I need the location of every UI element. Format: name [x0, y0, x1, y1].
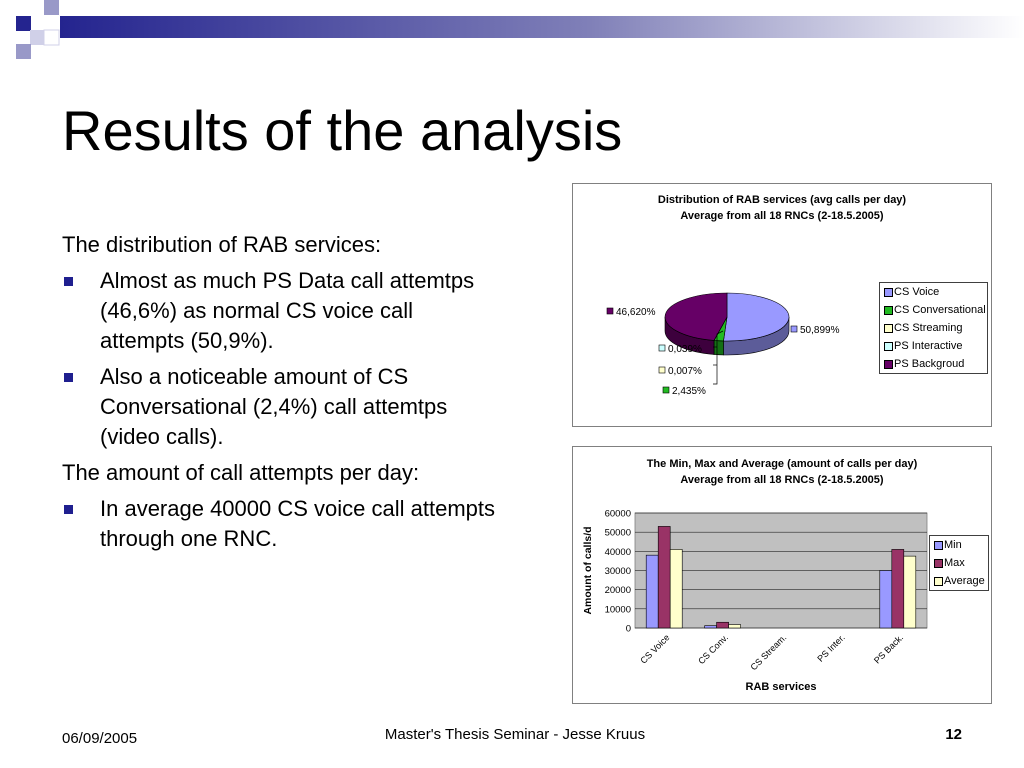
pie-legend: [879, 282, 988, 374]
body-text-line: Almost as much PS Data call attemtps (46,6%) as normal CS voice call attempts (50,9%).: [100, 268, 475, 353]
pie-label-swatch: [659, 345, 665, 351]
legend-swatch: [934, 541, 943, 550]
bar-min: [646, 555, 658, 628]
pie-legend-item: [880, 301, 987, 319]
bar-max: [892, 549, 904, 628]
bar-category-label: CS Voice: [638, 632, 672, 666]
body-text-line: The distribution of RAB services:: [62, 232, 382, 257]
pie-label-text: 2,435%: [672, 386, 706, 397]
bar-y-tick-label: 50000: [604, 527, 631, 539]
pie-data-label: [607, 307, 656, 318]
footer-title: Master's Thesis Seminar - Jesse Kruus: [384, 726, 646, 743]
pie-data-label: [663, 386, 706, 397]
bar-y-tick-label: 0: [625, 623, 631, 635]
pie-chart-title: Distribution of RAB services (avg calls per day): [657, 194, 907, 206]
legend-swatch: [884, 360, 893, 369]
body-text-line: Also a noticeable amount of CS Conversational (2,4%) call attemtps (video calls).: [100, 364, 448, 449]
pie-label-swatch: [659, 367, 665, 373]
body-paragraph: [62, 458, 502, 488]
pie-chart-subtitle: Average from all 18 RNCs (2-18.5.2005): [680, 210, 884, 222]
legend-swatch: [884, 342, 893, 351]
pie-label-swatch: [663, 387, 669, 393]
legend-label: PS Backgroud: [894, 358, 965, 370]
body-paragraph: [62, 230, 502, 260]
title-banner: [0, 0, 1024, 62]
footer-date: 06/09/2005: [62, 730, 138, 747]
legend-label: CS Conversational: [894, 304, 986, 316]
bullet-item: [62, 494, 502, 554]
bar-chart-panel: [572, 446, 992, 704]
bullet-item: [62, 362, 502, 452]
slide-number: 12: [945, 726, 962, 743]
bar-y-tick-label: 30000: [604, 566, 631, 577]
body-text-line: The amount of call attempts per day:: [62, 460, 420, 485]
pie-label-text: 0,007%: [668, 366, 702, 377]
bar-x-axis-label: RAB services: [745, 681, 817, 693]
bar-min: [705, 626, 717, 628]
bar-average: [670, 549, 682, 628]
legend-swatch: [934, 577, 943, 586]
pie-label-swatch: [607, 308, 613, 314]
bar-category-label: CS Conv.: [696, 632, 731, 667]
bullet-marker-icon: [64, 373, 73, 382]
bar-category-label: PS Back.: [871, 632, 906, 666]
pie-chart-panel: [572, 183, 992, 427]
pie-slice-side: [714, 340, 723, 354]
pie-data-label: [659, 344, 702, 355]
bar-y-tick-label: 60000: [604, 508, 631, 520]
bullet-item: [62, 266, 502, 356]
pie-data-label: [791, 325, 840, 336]
pie-label-text: 50,899%: [800, 325, 840, 336]
legend-swatch: [934, 559, 943, 568]
body-text-line: In average 40000 CS voice call attempts through one RNC.: [100, 496, 496, 551]
bullet-marker-icon: [64, 277, 73, 286]
bar-chart-subtitle: Average from all 18 RNCs (2-18.5.2005): [680, 474, 884, 486]
pie-legend-item: [880, 283, 987, 301]
bar-min: [880, 571, 892, 629]
pie-label-text: 46,620%: [616, 307, 656, 318]
legend-label: Min: [944, 539, 962, 551]
bar-max: [717, 622, 729, 628]
bar-max: [658, 526, 670, 628]
bar-legend: [929, 535, 989, 591]
body-text: [62, 230, 502, 560]
bar-category-label: PS Inter.: [815, 632, 847, 664]
legend-swatch: [884, 324, 893, 333]
bar-y-tick-label: 40000: [604, 546, 631, 558]
bar-y-axis-label: Amount of calls/d: [582, 526, 594, 615]
bar-legend-item: [930, 572, 988, 590]
legend-label: Average: [944, 575, 985, 587]
bar-chart-title: The Min, Max and Average (amount of calls per day): [646, 458, 918, 470]
pie-legend-item: [880, 355, 987, 373]
pie-legend-item: [880, 337, 987, 355]
legend-label: CS Streaming: [894, 322, 963, 334]
bar-legend-item: [930, 536, 988, 554]
bar-y-tick-label: 20000: [604, 585, 631, 597]
pie-data-label: [659, 366, 702, 377]
bar-average: [729, 625, 741, 628]
legend-label: Max: [944, 557, 965, 569]
legend-swatch: [884, 288, 893, 297]
bar-legend-item: [930, 554, 988, 572]
legend-swatch: [884, 306, 893, 315]
pie-label-text: 0,039%: [668, 344, 702, 355]
bar-average: [904, 556, 916, 628]
bullet-marker-icon: [64, 505, 73, 514]
pie-legend-item: [880, 319, 987, 337]
slide-title: Results of the analysis: [62, 99, 623, 162]
pie-label-swatch: [791, 326, 797, 332]
legend-label: PS Interactive: [894, 340, 963, 352]
bar-category-label: CS Stream.: [748, 632, 789, 673]
legend-label: CS Voice: [894, 286, 940, 298]
bar-y-tick-label: 10000: [604, 604, 631, 616]
